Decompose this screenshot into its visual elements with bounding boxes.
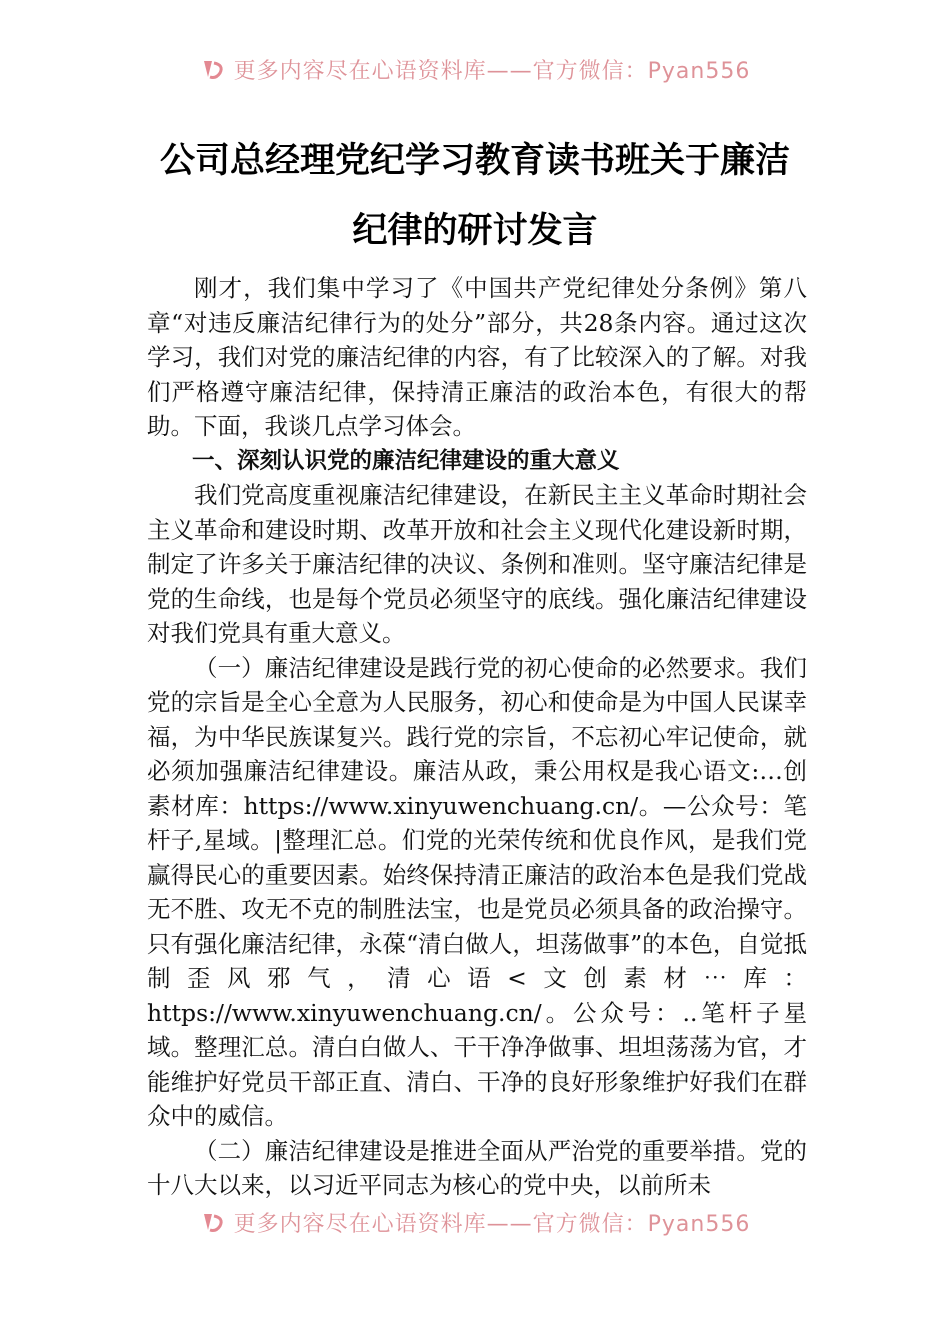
brand-logo-icon [200,1210,228,1234]
document-title-line-2: 纪律的研讨发言 [352,210,598,251]
footer-banner-text: 更多内容尽在心语资料库——官方微信：Pyan556 [233,1211,751,1237]
paragraph-subsection-2: （二）廉洁纪律建设是推进全面从严治党的重要举措。党的十八大以来，以习近平同志为核心的党中央，以前所未 [147,1136,807,1199]
document-title-line-1: 公司总经理党纪学习教育读书班关于廉洁 [159,140,790,181]
document-body [147,271,807,1203]
header-banner-text: 更多内容尽在心语资料库——官方微信：Pyan556 [233,58,751,84]
section-heading-1: 一、深刻认识党的廉洁纪律建设的重大意义 [192,447,620,474]
brand-logo-icon [200,57,228,81]
footer-banner [0,1205,950,1239]
header-banner [0,52,950,86]
paragraph-intro: 刚才，我们集中学习了《中国共产党纪律处分条例》第八章“对违反廉洁纪律行为的处分”部分，共28条内容。通过这次学习，我们对党的廉洁纪律的内容，有了比较深入的了解。对我们严格遵守廉洁纪律，保持清正廉洁的政治本色，有很大的帮助。下面，我谈几点学习体会。 [147,274,807,440]
paragraph-subsection-1: （一）廉洁纪律建设是践行党的初心使命的必然要求。我们党的宗旨是全心全意为人民服务，初心和使命是为中国人民谋幸福，为中华民族谋复兴。践行党的宗旨，不忘初心牢记使命，就必须加强廉洁纪律建设。廉洁从政，秉公用权是我心语文:…创素材库：https://www.xinyuwenchuang.cn/。—公众号：笔杆子,星域。|整理汇总。们党的光荣传统和优良作风，是我们党赢得民心的重要因素。始终保持清正廉洁的政治本色是我们党战无不胜、攻无不克的制胜法宝，也是党员必须具备的政治操守。只有强化廉洁纪律，永葆“清白做人，坦荡做事”的本色，自觉抵制歪风邪气，清心语<文创素材⋯库：https://www.xinyuwenchuang.cn/。公众号：..笔杆子星域。整理汇总。清白白做人、干干净净做事、坦坦荡荡为官，才能维护好党员干部正直、清白、干净的良好形象维护好我们在群众中的威信。 [147,653,807,1130]
paragraph-section-1: 我们党高度重视廉洁纪律建设，在新民主主义革命时期社会主义革命和建设时期、改革开放和社会主义现代化建设新时期，制定了许多关于廉洁纪律的决议、条例和准则。坚守廉洁纪律是党的生命线，也是每个党员必须坚守的底线。强化廉洁纪律建设对我们党具有重大意义。 [147,481,807,647]
